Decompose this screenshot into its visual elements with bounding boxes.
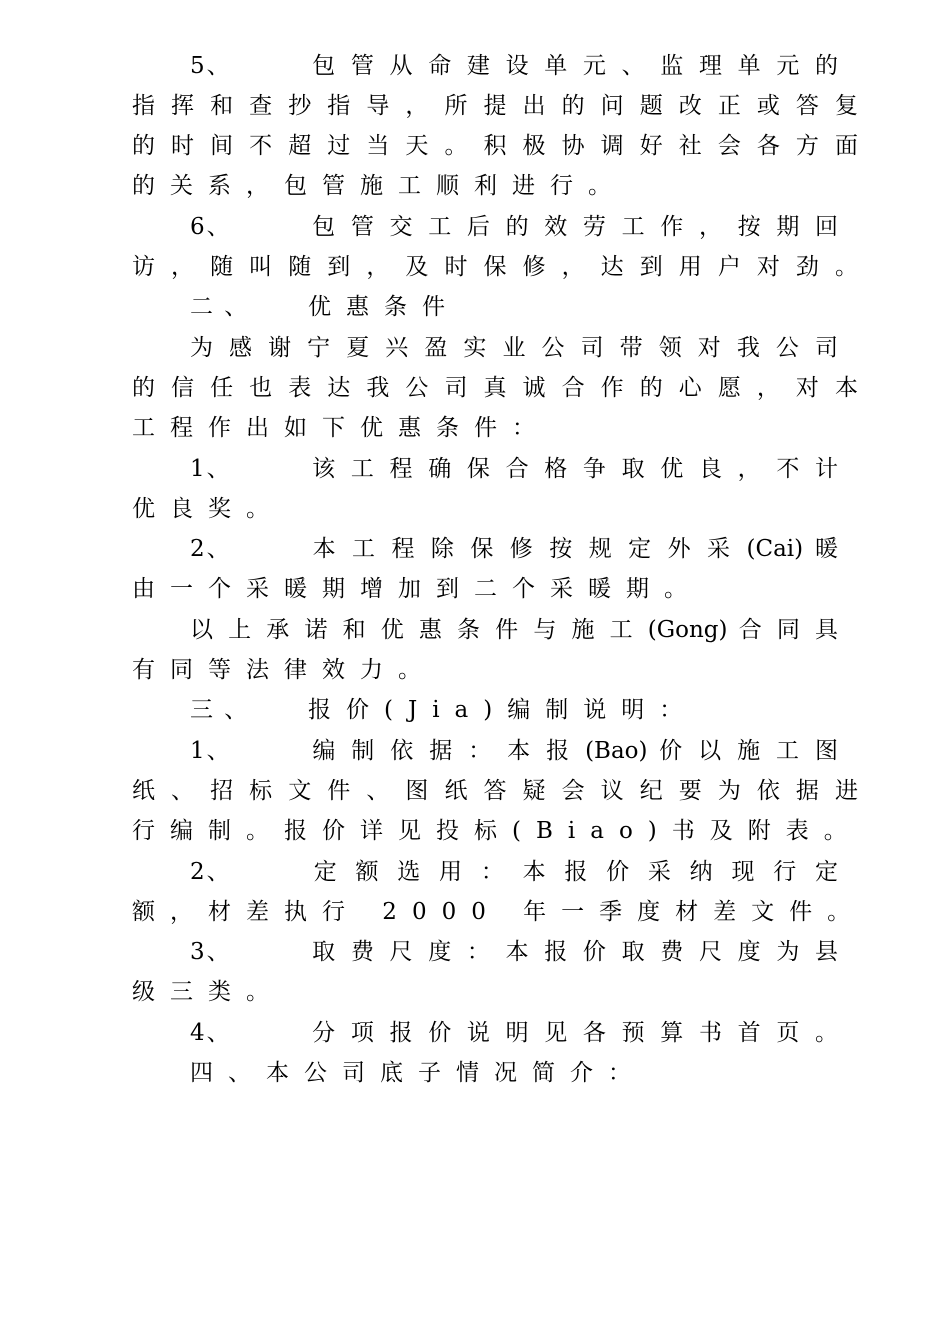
paragraph-line: 有同等法律效力。 <box>132 657 436 683</box>
line-text: 本 工 程 除 保 修 按 规 定 外 采 (Cai) 暖 <box>308 536 838 562</box>
line-text: 定 额 选 用 ： 本 报 价 采 纳 现 行 定 <box>308 859 838 885</box>
paragraph-line <box>190 852 838 892</box>
line-text: 包 管 交 工 后 的 效 劳 工 作 ， 按 期 回 <box>308 214 838 240</box>
paragraph-line: 以 上 承 诺 和 优 惠 条 件 与 施 工 (Gong) 合 同 具 <box>190 617 838 643</box>
section-title: 优惠条件 <box>308 294 460 320</box>
line-text: 编 制 依 据 ： 本 报 (Bao) 价 以 施 工 图 <box>308 738 838 764</box>
item-number: 2、 <box>190 536 232 562</box>
section-heading <box>190 287 460 327</box>
paragraph-line: 的 信 任 也 表 达 我 公 司 真 诚 合 作 的 心 愿 ， 对 本 <box>132 375 858 401</box>
paragraph-line: 由一个采暖期增加到二个采暖期。 <box>132 576 702 602</box>
paragraph-line: 优良奖。 <box>132 496 284 522</box>
paragraph-line: 工程作出如下优惠条件： <box>132 415 550 441</box>
section-number: 二 、 <box>190 294 250 320</box>
paragraph-line: 纸 、 招 标 文 件 、 图 纸 答 疑 会 议 纪 要 为 依 据 进 <box>132 778 858 804</box>
line-text: 该 工 程 确 保 合 格 争 取 优 良 ， 不 计 <box>308 456 838 482</box>
paragraph-line <box>190 731 838 771</box>
section-title: 报价(Jia)编制说明： <box>308 697 698 723</box>
section-heading <box>190 690 697 730</box>
paragraph-line <box>190 46 838 86</box>
line-text: 包 管 从 命 建 设 单 元 、 监 理 单 元 的 <box>308 53 838 79</box>
item-number: 1、 <box>190 738 232 764</box>
line-text: 取 费 尺 度 ： 本 报 价 取 费 尺 度 为 县 <box>308 939 838 965</box>
line-text: 分 项 报 价 说 明 见 各 预 算 书 首 页 。 <box>308 1020 838 1046</box>
item-number: 5、 <box>190 53 232 79</box>
item-number: 2、 <box>190 859 232 885</box>
paragraph-line: 的关系，包管施工顺利进行。 <box>132 173 626 199</box>
paragraph-line: 额，材差执行 2000 年一季度材差文件。 <box>132 899 866 925</box>
paragraph-line: 级三类。 <box>132 979 284 1005</box>
section-number: 三 、 <box>190 697 250 723</box>
paragraph-line <box>190 1013 838 1053</box>
paragraph-line: 行编制。报价详见投标(Biao)书及附表。 <box>132 818 862 844</box>
item-number: 1、 <box>190 456 232 482</box>
item-number: 6、 <box>190 214 232 240</box>
item-number: 4、 <box>190 1020 232 1046</box>
paragraph-line: 访 ， 随 叫 随 到 ， 及 时 保 修 ， 达 到 用 户 对 劲 。 <box>132 254 858 280</box>
paragraph-line: 的 时 间 不 超 过 当 天 。 积 极 协 调 好 社 会 各 方 面 <box>132 133 858 159</box>
paragraph-line: 指 挥 和 查 抄 指 导 ， 所 提 出 的 问 题 改 正 或 答 复 <box>132 93 858 119</box>
section-heading: 四、本公司底子情况简介： <box>190 1060 646 1086</box>
paragraph-line <box>190 449 838 489</box>
paragraph-line: 为 感 谢 宁 夏 兴 盈 实 业 公 司 带 领 对 我 公 司 <box>190 335 838 361</box>
paragraph-line <box>190 207 838 247</box>
item-number: 3、 <box>190 939 232 965</box>
paragraph-line <box>190 932 838 972</box>
paragraph-line <box>190 529 838 569</box>
